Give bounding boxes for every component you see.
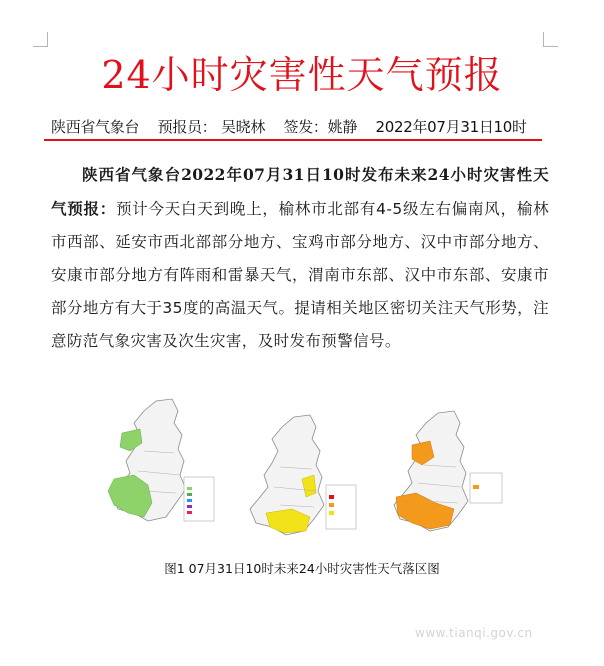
header-meta xyxy=(51,116,541,137)
thunderstorm-map xyxy=(236,409,361,539)
forecast-lead: 陕西省气象台2022年07月31日10时发布未来24小时灾害性天气预报： xyxy=(51,165,549,218)
figure-maps xyxy=(0,395,604,545)
header-rule xyxy=(44,139,542,141)
forecast-text: 预计今天白天到晚上，榆林市北部有4-5级左右偏南风，榆林市西部、延安市西北部部分地方、宝鸡市部分地方、汉中市部分地方、安康市部分地方有阵雨和雷暴天气，渭南市东部、汉中市东部、安康市部分地方有大于35度的高温天气。提请相关地区密切关注天气形势，注意防范气象灾害及次生灾害，及时发布预警信号。 xyxy=(51,200,549,350)
figure-caption: 图1 07月31日10时未来24小时灾害性天气落区图 xyxy=(164,561,440,576)
agency-name: 陕西省气象台 xyxy=(51,118,140,136)
issuer-name: 签发：姚静 xyxy=(283,118,358,136)
forecast-paragraph xyxy=(51,158,549,358)
high-temperature-map xyxy=(382,405,507,535)
forecaster-name: 预报员： 吴晓林 xyxy=(157,118,266,136)
site-watermark: www.tianqi.gov.cn xyxy=(415,626,533,640)
issue-datetime: 2022年07月31日10时 xyxy=(375,118,527,136)
wind-map xyxy=(104,395,224,527)
document-title: 24小时灾害性天气预报 xyxy=(101,53,503,97)
